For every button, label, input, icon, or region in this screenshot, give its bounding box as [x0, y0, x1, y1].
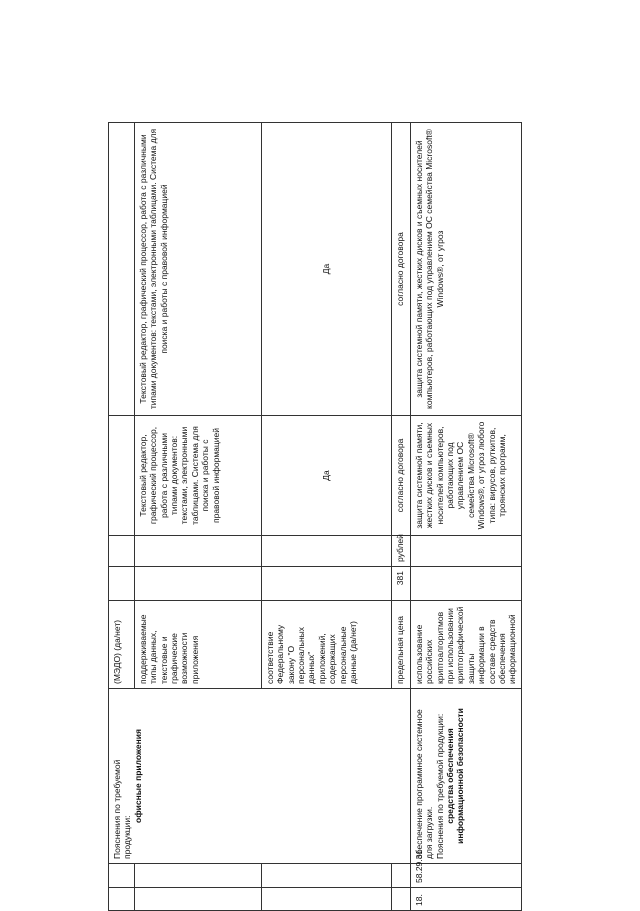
product-name: обеспечение программное системное для загрузки.: [414, 709, 435, 859]
cell-unit: [135, 536, 262, 567]
cell-unit: [262, 536, 392, 567]
cell-code: [135, 864, 262, 888]
cell-unit: [109, 536, 135, 567]
cell-code: [262, 864, 392, 888]
rotated-page: [108, 123, 518, 911]
cell-code: [392, 864, 411, 888]
cell-characteristic: (МЭДО) (да/нет): [109, 601, 135, 689]
cell-requirement-a: защита системной памяти, жестких дисков и съемных носителей компьютеров, работающих под управлением ОС семейства Microsoft® Windows®, от угроз любого типа: вирусов, руткитов, троянских программ,: [411, 416, 522, 536]
cell-characteristic: поддерживаемые типы данных, текстовые и графические возможности приложения: [135, 601, 262, 689]
table-row: [109, 123, 135, 911]
cell-value: 381: [392, 567, 411, 601]
cell-product: [411, 689, 522, 864]
product-category: офисные приложения: [132, 729, 143, 823]
product-note-label-2: продукции:: [122, 815, 133, 859]
cell-code: [109, 864, 135, 888]
product-note-label: Пояснения по требуемой: [112, 759, 122, 859]
cell-characteristic: соответствие Федеральному закону "О персональных данных" приложений, содержащих персональные данные (да/нет): [262, 601, 392, 689]
cell-number: 18.: [411, 888, 522, 911]
cell-value: [135, 567, 262, 601]
cell-number: [135, 888, 262, 911]
cell-number: [262, 888, 392, 911]
cell-unit: рублей: [392, 536, 411, 567]
cell-characteristic: использование российских криптоалгоритмов при использовании криптографической защиты информации в составе средств обеспечения информационной: [411, 601, 522, 689]
cell-requirement-a: Да: [262, 416, 392, 536]
cell-code: 58.29.31: [411, 864, 522, 888]
cell-characteristic: предельная цена: [392, 601, 411, 689]
product-category: средства обеспечения информационной безопасности: [445, 708, 466, 844]
cell-requirement-a: Текстовый редактор, графический процессор, работа с различными типами документов: текстами, электронными таблицами. Система для поиска и работы с правовой информацией: [135, 416, 262, 536]
cell-requirement-b: защита системной памяти, жестких дисков и съемных носителей компьютеров, работающих под управлением ОС семейства Microsoft® Windows®, от угроз: [411, 123, 522, 416]
requirements-table: [108, 122, 522, 911]
table-row: [411, 123, 522, 911]
cell-number: [109, 888, 135, 911]
cell-requirement-b: [109, 123, 135, 416]
cell-requirement-b: Текстовый редактор, графический процессор, работа с различными типами документов: текстами, электронными таблицами. Система для поиска и работы с правовой информацией: [135, 123, 262, 416]
cell-requirement-a: [109, 416, 135, 536]
cell-requirement-b: согласно договора: [392, 123, 411, 416]
cell-requirement-a: согласно договора: [392, 416, 411, 536]
product-note-label: Пояснения по требуемой продукции:: [434, 713, 445, 859]
cell-number: [392, 888, 411, 911]
cell-unit: [411, 536, 522, 567]
cell-value: [262, 567, 392, 601]
cell-value: [411, 567, 522, 601]
cell-product: [109, 689, 411, 864]
cell-requirement-b: Да: [262, 123, 392, 416]
cell-value: [109, 567, 135, 601]
